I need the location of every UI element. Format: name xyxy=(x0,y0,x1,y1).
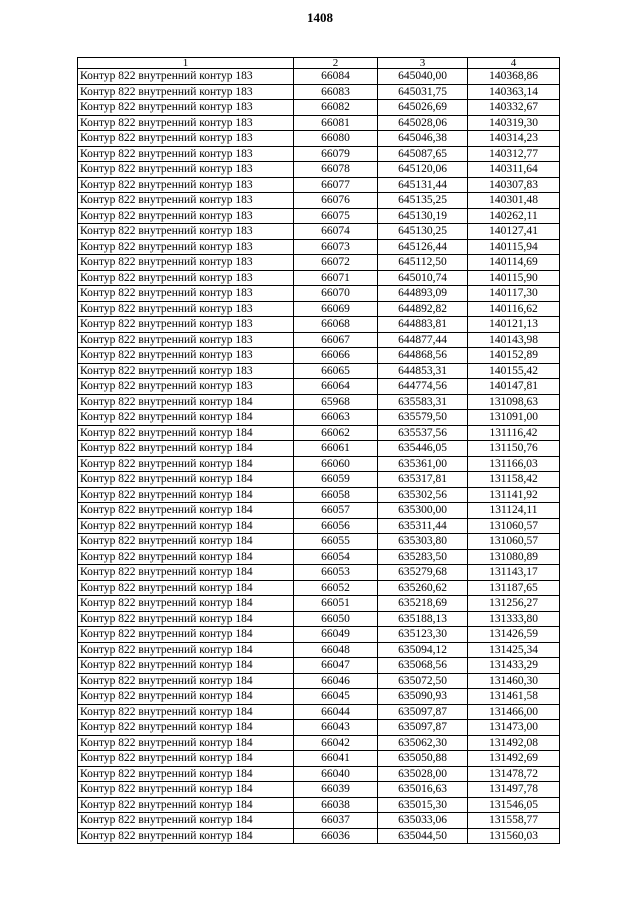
contour-name-cell: Контур 822 внутренний контур 184 xyxy=(78,394,294,410)
contour-name-cell: Контур 822 внутренний контур 184 xyxy=(78,627,294,643)
contour-name-cell: Контур 822 внутренний контур 183 xyxy=(78,332,294,348)
x-coordinate-cell: 644774,56 xyxy=(378,379,468,395)
x-coordinate-cell: 644868,56 xyxy=(378,348,468,364)
x-coordinate-cell: 635050,88 xyxy=(378,751,468,767)
table-row xyxy=(78,177,560,193)
contour-name-cell: Контур 822 внутренний контур 184 xyxy=(78,673,294,689)
y-coordinate-cell: 131466,00 xyxy=(468,704,560,720)
y-coordinate-cell: 131497,78 xyxy=(468,782,560,798)
table-row xyxy=(78,580,560,596)
x-coordinate-cell: 635361,00 xyxy=(378,456,468,472)
y-coordinate-cell: 140143,98 xyxy=(468,332,560,348)
contour-name-cell: Контур 822 внутренний контур 184 xyxy=(78,797,294,813)
table-row xyxy=(78,658,560,674)
contour-name-cell: Контур 822 внутренний контур 184 xyxy=(78,720,294,736)
x-coordinate-cell: 645028,06 xyxy=(378,115,468,131)
table-row xyxy=(78,673,560,689)
table-row xyxy=(78,239,560,255)
y-coordinate-cell: 131473,00 xyxy=(468,720,560,736)
point-number-cell: 66074 xyxy=(294,224,378,240)
contour-name-cell: Контур 822 внутренний контур 184 xyxy=(78,642,294,658)
page-number: 1408 xyxy=(307,10,333,25)
contour-name-cell: Контур 822 внутренний контур 183 xyxy=(78,255,294,271)
contour-name-cell: Контур 822 внутренний контур 183 xyxy=(78,115,294,131)
contour-name-cell: Контур 822 внутренний контур 183 xyxy=(78,379,294,395)
point-number-cell: 66072 xyxy=(294,255,378,271)
table-row xyxy=(78,565,560,581)
table-row xyxy=(78,162,560,178)
point-number-cell: 66063 xyxy=(294,410,378,426)
x-coordinate-cell: 645130,19 xyxy=(378,208,468,224)
y-coordinate-cell: 131256,27 xyxy=(468,596,560,612)
table-row xyxy=(78,642,560,658)
point-number-cell: 66075 xyxy=(294,208,378,224)
x-coordinate-cell: 635537,56 xyxy=(378,425,468,441)
x-coordinate-cell: 645126,44 xyxy=(378,239,468,255)
y-coordinate-cell: 140368,86 xyxy=(468,69,560,85)
y-coordinate-cell: 140121,13 xyxy=(468,317,560,333)
contour-name-cell: Контур 822 внутренний контур 183 xyxy=(78,208,294,224)
table-row xyxy=(78,394,560,410)
point-number-cell: 66053 xyxy=(294,565,378,581)
x-coordinate-cell: 635123,30 xyxy=(378,627,468,643)
point-number-cell: 66052 xyxy=(294,580,378,596)
contour-name-cell: Контур 822 внутренний контур 184 xyxy=(78,456,294,472)
y-coordinate-cell: 140314,23 xyxy=(468,131,560,147)
table-body xyxy=(78,69,560,844)
contour-name-cell: Контур 822 внутренний контур 183 xyxy=(78,317,294,333)
table-row xyxy=(78,472,560,488)
table-row xyxy=(78,131,560,147)
y-coordinate-cell: 140115,90 xyxy=(468,270,560,286)
point-number-cell: 66081 xyxy=(294,115,378,131)
y-coordinate-cell: 131187,65 xyxy=(468,580,560,596)
y-coordinate-cell: 131098,63 xyxy=(468,394,560,410)
x-coordinate-cell: 645120,06 xyxy=(378,162,468,178)
y-coordinate-cell: 131091,00 xyxy=(468,410,560,426)
table-row xyxy=(78,766,560,782)
x-coordinate-cell: 635579,50 xyxy=(378,410,468,426)
y-coordinate-cell: 131460,30 xyxy=(468,673,560,689)
contour-name-cell: Контур 822 внутренний контур 183 xyxy=(78,100,294,116)
point-number-cell: 66084 xyxy=(294,69,378,85)
contour-name-cell: Контур 822 внутренний контур 184 xyxy=(78,472,294,488)
coordinates-table xyxy=(77,57,560,844)
contour-name-cell: Контур 822 внутренний контур 184 xyxy=(78,611,294,627)
contour-name-cell: Контур 822 внутренний контур 184 xyxy=(78,689,294,705)
point-number-cell: 66077 xyxy=(294,177,378,193)
point-number-cell: 66037 xyxy=(294,813,378,829)
x-coordinate-cell: 645131,44 xyxy=(378,177,468,193)
x-coordinate-cell: 635260,62 xyxy=(378,580,468,596)
contour-name-cell: Контур 822 внутренний контур 184 xyxy=(78,518,294,534)
y-coordinate-cell: 131426,59 xyxy=(468,627,560,643)
y-coordinate-cell: 140127,41 xyxy=(468,224,560,240)
x-coordinate-cell: 644892,82 xyxy=(378,301,468,317)
x-coordinate-cell: 635015,30 xyxy=(378,797,468,813)
y-coordinate-cell: 131333,80 xyxy=(468,611,560,627)
table-row xyxy=(78,751,560,767)
table-row xyxy=(78,301,560,317)
table-row xyxy=(78,503,560,519)
table-row xyxy=(78,534,560,550)
x-coordinate-cell: 635302,56 xyxy=(378,487,468,503)
y-coordinate-cell: 131433,29 xyxy=(468,658,560,674)
y-coordinate-cell: 140262,11 xyxy=(468,208,560,224)
x-coordinate-cell: 635311,44 xyxy=(378,518,468,534)
y-coordinate-cell: 131425,34 xyxy=(468,642,560,658)
x-coordinate-cell: 635044,50 xyxy=(378,828,468,844)
contour-name-cell: Контур 822 внутренний контур 183 xyxy=(78,348,294,364)
y-coordinate-cell: 140117,30 xyxy=(468,286,560,302)
point-number-cell: 66039 xyxy=(294,782,378,798)
contour-name-cell: Контур 822 внутренний контур 184 xyxy=(78,580,294,596)
table-row xyxy=(78,797,560,813)
point-number-cell: 66079 xyxy=(294,146,378,162)
x-coordinate-cell: 635188,13 xyxy=(378,611,468,627)
x-coordinate-cell: 635446,05 xyxy=(378,441,468,457)
table-row xyxy=(78,689,560,705)
table-row xyxy=(78,100,560,116)
y-coordinate-cell: 131546,05 xyxy=(468,797,560,813)
table-row xyxy=(78,828,560,844)
point-number-cell: 66045 xyxy=(294,689,378,705)
y-coordinate-cell: 131558,77 xyxy=(468,813,560,829)
table-row xyxy=(78,596,560,612)
point-number-cell: 66082 xyxy=(294,100,378,116)
point-number-cell: 66080 xyxy=(294,131,378,147)
point-number-cell: 66038 xyxy=(294,797,378,813)
table-row xyxy=(78,317,560,333)
x-coordinate-cell: 645040,00 xyxy=(378,69,468,85)
table-row xyxy=(78,704,560,720)
y-coordinate-cell: 131141,92 xyxy=(468,487,560,503)
y-coordinate-cell: 131060,57 xyxy=(468,534,560,550)
point-number-cell: 66059 xyxy=(294,472,378,488)
y-coordinate-cell: 140114,69 xyxy=(468,255,560,271)
table-row xyxy=(78,332,560,348)
x-coordinate-cell: 635279,68 xyxy=(378,565,468,581)
contour-name-cell: Контур 822 внутренний контур 183 xyxy=(78,146,294,162)
y-coordinate-cell: 131143,17 xyxy=(468,565,560,581)
table-row xyxy=(78,410,560,426)
y-coordinate-cell: 140152,89 xyxy=(468,348,560,364)
contour-name-cell: Контур 822 внутренний контур 184 xyxy=(78,828,294,844)
contour-name-cell: Контур 822 внутренний контур 183 xyxy=(78,224,294,240)
contour-name-cell: Контур 822 внутренний контур 184 xyxy=(78,425,294,441)
x-coordinate-cell: 644883,81 xyxy=(378,317,468,333)
point-number-cell: 66055 xyxy=(294,534,378,550)
table-row xyxy=(78,69,560,85)
x-coordinate-cell: 644877,44 xyxy=(378,332,468,348)
x-coordinate-cell: 635303,80 xyxy=(378,534,468,550)
y-coordinate-cell: 140332,67 xyxy=(468,100,560,116)
point-number-cell: 66040 xyxy=(294,766,378,782)
point-number-cell: 66043 xyxy=(294,720,378,736)
x-coordinate-cell: 645135,25 xyxy=(378,193,468,209)
point-number-cell: 66036 xyxy=(294,828,378,844)
table-row xyxy=(78,193,560,209)
table-row xyxy=(78,286,560,302)
contour-name-cell: Контур 822 внутренний контур 183 xyxy=(78,69,294,85)
y-coordinate-cell: 140311,64 xyxy=(468,162,560,178)
x-coordinate-cell: 645026,69 xyxy=(378,100,468,116)
x-coordinate-cell: 635016,63 xyxy=(378,782,468,798)
table-row xyxy=(78,270,560,286)
point-number-cell: 66065 xyxy=(294,363,378,379)
contour-name-cell: Контур 822 внутренний контур 184 xyxy=(78,751,294,767)
point-number-cell: 66042 xyxy=(294,735,378,751)
x-coordinate-cell: 644893,09 xyxy=(378,286,468,302)
table-row xyxy=(78,720,560,736)
y-coordinate-cell: 140301,48 xyxy=(468,193,560,209)
point-number-cell: 66073 xyxy=(294,239,378,255)
contour-name-cell: Контур 822 внутренний контур 184 xyxy=(78,534,294,550)
x-coordinate-cell: 635317,81 xyxy=(378,472,468,488)
point-number-cell: 66060 xyxy=(294,456,378,472)
table-row xyxy=(78,84,560,100)
point-number-cell: 66076 xyxy=(294,193,378,209)
x-coordinate-cell: 635097,87 xyxy=(378,720,468,736)
table-row xyxy=(78,782,560,798)
table-row xyxy=(78,425,560,441)
contour-name-cell: Контур 822 внутренний контур 184 xyxy=(78,813,294,829)
contour-name-cell: Контур 822 внутренний контур 184 xyxy=(78,596,294,612)
x-coordinate-cell: 645087,65 xyxy=(378,146,468,162)
point-number-cell: 66070 xyxy=(294,286,378,302)
y-coordinate-cell: 140155,42 xyxy=(468,363,560,379)
column-header-3: 3 xyxy=(378,58,468,69)
y-coordinate-cell: 140115,94 xyxy=(468,239,560,255)
contour-name-cell: Контур 822 внутренний контур 183 xyxy=(78,162,294,178)
contour-name-cell: Контур 822 внутренний контур 184 xyxy=(78,410,294,426)
y-coordinate-cell: 131080,89 xyxy=(468,549,560,565)
point-number-cell: 66056 xyxy=(294,518,378,534)
table-row xyxy=(78,611,560,627)
x-coordinate-cell: 635300,00 xyxy=(378,503,468,519)
table-row xyxy=(78,255,560,271)
table-row xyxy=(78,441,560,457)
point-number-cell: 66078 xyxy=(294,162,378,178)
contour-name-cell: Контур 822 внутренний контур 183 xyxy=(78,84,294,100)
table-row xyxy=(78,224,560,240)
point-number-cell: 66049 xyxy=(294,627,378,643)
point-number-cell: 66050 xyxy=(294,611,378,627)
table-row xyxy=(78,115,560,131)
table-row xyxy=(78,379,560,395)
x-coordinate-cell: 644853,31 xyxy=(378,363,468,379)
contour-name-cell: Контур 822 внутренний контур 183 xyxy=(78,131,294,147)
contour-name-cell: Контур 822 внутренний контур 184 xyxy=(78,503,294,519)
contour-name-cell: Контур 822 внутренний контур 184 xyxy=(78,735,294,751)
contour-name-cell: Контур 822 внутренний контур 183 xyxy=(78,301,294,317)
x-coordinate-cell: 645112,50 xyxy=(378,255,468,271)
x-coordinate-cell: 645130,25 xyxy=(378,224,468,240)
table-header-row xyxy=(78,58,560,69)
x-coordinate-cell: 635218,69 xyxy=(378,596,468,612)
x-coordinate-cell: 645046,38 xyxy=(378,131,468,147)
table-row xyxy=(78,549,560,565)
point-number-cell: 66054 xyxy=(294,549,378,565)
point-number-cell: 66057 xyxy=(294,503,378,519)
table-row xyxy=(78,363,560,379)
y-coordinate-cell: 131150,76 xyxy=(468,441,560,457)
contour-name-cell: Контур 822 внутренний контур 184 xyxy=(78,704,294,720)
point-number-cell: 66046 xyxy=(294,673,378,689)
y-coordinate-cell: 140363,14 xyxy=(468,84,560,100)
column-header-1: 1 xyxy=(78,58,294,69)
y-coordinate-cell: 140319,30 xyxy=(468,115,560,131)
table-row xyxy=(78,456,560,472)
table-row xyxy=(78,735,560,751)
x-coordinate-cell: 635072,50 xyxy=(378,673,468,689)
y-coordinate-cell: 140116,62 xyxy=(468,301,560,317)
y-coordinate-cell: 140312,77 xyxy=(468,146,560,162)
y-coordinate-cell: 131116,42 xyxy=(468,425,560,441)
column-header-4: 4 xyxy=(468,58,560,69)
contour-name-cell: Контур 822 внутренний контур 184 xyxy=(78,487,294,503)
x-coordinate-cell: 645031,75 xyxy=(378,84,468,100)
point-number-cell: 66041 xyxy=(294,751,378,767)
contour-name-cell: Контур 822 внутренний контур 184 xyxy=(78,782,294,798)
x-coordinate-cell: 635094,12 xyxy=(378,642,468,658)
contour-name-cell: Контур 822 внутренний контур 184 xyxy=(78,766,294,782)
x-coordinate-cell: 645010,74 xyxy=(378,270,468,286)
point-number-cell: 66071 xyxy=(294,270,378,286)
y-coordinate-cell: 131124,11 xyxy=(468,503,560,519)
point-number-cell: 66068 xyxy=(294,317,378,333)
contour-name-cell: Контур 822 внутренний контур 183 xyxy=(78,286,294,302)
y-coordinate-cell: 131492,69 xyxy=(468,751,560,767)
x-coordinate-cell: 635283,50 xyxy=(378,549,468,565)
contour-name-cell: Контур 822 внутренний контур 183 xyxy=(78,270,294,286)
x-coordinate-cell: 635097,87 xyxy=(378,704,468,720)
contour-name-cell: Контур 822 внутренний контур 184 xyxy=(78,658,294,674)
contour-name-cell: Контур 822 внутренний контур 184 xyxy=(78,565,294,581)
point-number-cell: 66051 xyxy=(294,596,378,612)
contour-name-cell: Контур 822 внутренний контур 183 xyxy=(78,193,294,209)
column-header-2: 2 xyxy=(294,58,378,69)
table-row xyxy=(78,208,560,224)
y-coordinate-cell: 140147,81 xyxy=(468,379,560,395)
contour-name-cell: Контур 822 внутренний контур 183 xyxy=(78,239,294,255)
contour-name-cell: Контур 822 внутренний контур 183 xyxy=(78,363,294,379)
contour-name-cell: Контур 822 внутренний контур 184 xyxy=(78,441,294,457)
x-coordinate-cell: 635090,93 xyxy=(378,689,468,705)
x-coordinate-cell: 635062,30 xyxy=(378,735,468,751)
point-number-cell: 66083 xyxy=(294,84,378,100)
point-number-cell: 66069 xyxy=(294,301,378,317)
point-number-cell: 66066 xyxy=(294,348,378,364)
x-coordinate-cell: 635033,06 xyxy=(378,813,468,829)
point-number-cell: 66047 xyxy=(294,658,378,674)
point-number-cell: 66064 xyxy=(294,379,378,395)
y-coordinate-cell: 131492,08 xyxy=(468,735,560,751)
table-row xyxy=(78,146,560,162)
point-number-cell: 66067 xyxy=(294,332,378,348)
table-row xyxy=(78,813,560,829)
y-coordinate-cell: 131158,42 xyxy=(468,472,560,488)
table-row xyxy=(78,348,560,364)
x-coordinate-cell: 635068,56 xyxy=(378,658,468,674)
y-coordinate-cell: 131060,57 xyxy=(468,518,560,534)
y-coordinate-cell: 131478,72 xyxy=(468,766,560,782)
x-coordinate-cell: 635583,31 xyxy=(378,394,468,410)
table-row xyxy=(78,487,560,503)
y-coordinate-cell: 131166,03 xyxy=(468,456,560,472)
contour-name-cell: Контур 822 внутренний контур 183 xyxy=(78,177,294,193)
y-coordinate-cell: 140307,83 xyxy=(468,177,560,193)
contour-name-cell: Контур 822 внутренний контур 184 xyxy=(78,549,294,565)
y-coordinate-cell: 131560,03 xyxy=(468,828,560,844)
table-row xyxy=(78,518,560,534)
point-number-cell: 66062 xyxy=(294,425,378,441)
table-row xyxy=(78,627,560,643)
point-number-cell: 66044 xyxy=(294,704,378,720)
y-coordinate-cell: 131461,58 xyxy=(468,689,560,705)
point-number-cell: 65968 xyxy=(294,394,378,410)
point-number-cell: 66061 xyxy=(294,441,378,457)
x-coordinate-cell: 635028,00 xyxy=(378,766,468,782)
point-number-cell: 66058 xyxy=(294,487,378,503)
point-number-cell: 66048 xyxy=(294,642,378,658)
